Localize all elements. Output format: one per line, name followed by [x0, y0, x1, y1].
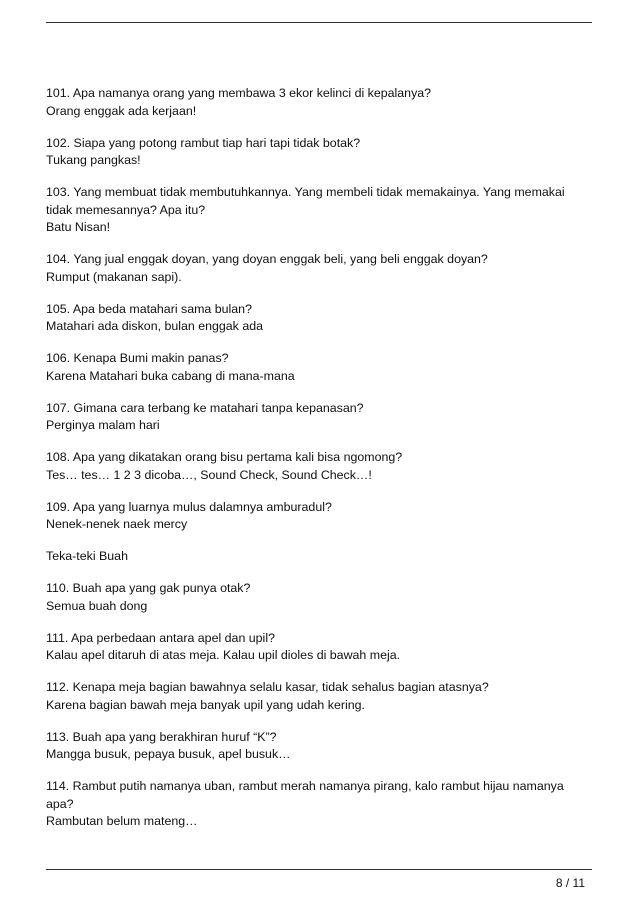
- footer-rule: [46, 869, 592, 870]
- riddle-item: [46, 184, 596, 237]
- riddle-item: [46, 400, 596, 435]
- riddle-question-line: 108. Apa yang dikatakan orang bisu pertama kali bisa ngomong?: [46, 450, 403, 464]
- riddle-question-line: 104. Yang jual enggak doyan, yang doyan enggak beli, yang beli enggak doyan?: [46, 252, 488, 266]
- riddle-answer: Tes… tes… 1 2 3 dicoba…, Sound Check, Sound Check…!: [46, 467, 372, 482]
- riddle-question-line: 101. Apa namanya orang yang membawa 3 ekor kelinci di kepalanya?: [46, 86, 432, 100]
- riddle-question-line: 102. Siapa yang potong rambut tiap hari tapi tidak botak?: [46, 135, 361, 150]
- riddle-item: [46, 778, 596, 831]
- riddle-question-line: 113. Buah apa yang berakhiran huruf “K”?: [46, 729, 277, 744]
- riddle-question-line: 107. Gimana cara terbang ke matahari tanpa kepanasan?: [46, 400, 364, 415]
- riddle-item: [46, 251, 596, 286]
- riddle-answer: Nenek-nenek naek mercy: [46, 517, 188, 531]
- riddle-item: [46, 301, 596, 336]
- section-heading: Teka-teki Buah: [46, 549, 128, 563]
- riddle-list-general: [46, 85, 596, 534]
- riddle-answer: Kalau apel ditaruh di atas meja. Kalau upil dioles di bawah meja.: [46, 648, 401, 662]
- riddle-question-line: 110. Buah apa yang gak punya otak?: [46, 581, 251, 595]
- riddle-answer: Karena Matahari buka cabang di mana-mana: [46, 368, 295, 383]
- riddle-question-line: 105. Apa beda matahari sama bulan?: [46, 301, 252, 316]
- riddle-answer: Matahari ada diskon, bulan enggak ada: [46, 319, 263, 333]
- riddle-answer: Mangga busuk, pepaya busuk, apel busuk…: [46, 747, 291, 761]
- riddle-answer: Orang enggak ada kerjaan!: [46, 103, 197, 118]
- riddle-question-line: 114. Rambut putih namanya uban, rambut merah namanya pirang, kalo rambut hijau namanya: [46, 779, 564, 793]
- riddle-item: [46, 729, 596, 764]
- riddle-question-line: 112. Kenapa meja bagian bawahnya selalu kasar, tidak sehalus bagian atasnya?: [46, 680, 489, 694]
- riddle-item: [46, 630, 596, 665]
- riddle-question-line: apa?: [46, 796, 74, 811]
- document-body: [46, 85, 596, 845]
- riddle-item: [46, 350, 596, 385]
- riddle-answer: Batu Nisan!: [46, 220, 111, 234]
- riddle-item: [46, 679, 596, 714]
- riddle-answer: Rumput (makanan sapi).: [46, 269, 182, 284]
- header-rule: [46, 22, 592, 23]
- riddle-item: [46, 499, 596, 534]
- riddle-answer: Tukang pangkas!: [46, 153, 141, 167]
- riddle-item: [46, 135, 596, 170]
- page-number: 8 / 11: [555, 876, 585, 890]
- riddle-list-fruit: [46, 580, 596, 831]
- riddle-question-line: 103. Yang membuat tidak membutuhkannya. Yang membeli tidak memakainya. Yang memakai: [46, 185, 565, 199]
- riddle-answer: Karena bagian bawah meja banyak upil yang udah kering.: [46, 697, 365, 712]
- riddle-question-line: 111. Apa perbedaan antara apel dan upil?: [46, 630, 275, 645]
- riddle-answer: Semua buah dong: [46, 598, 148, 613]
- riddle-item: [46, 580, 596, 615]
- riddle-answer: Rambutan belum mateng…: [46, 814, 198, 828]
- riddle-question-line: tidak memesannya? Apa itu?: [46, 202, 206, 217]
- riddle-item: [46, 85, 596, 120]
- riddle-question-line: 106. Kenapa Bumi makin panas?: [46, 351, 229, 365]
- riddle-answer: Perginya malam hari: [46, 418, 160, 432]
- riddle-item: [46, 449, 596, 484]
- riddle-question-line: 109. Apa yang luarnya mulus dalamnya amburadul?: [46, 499, 332, 514]
